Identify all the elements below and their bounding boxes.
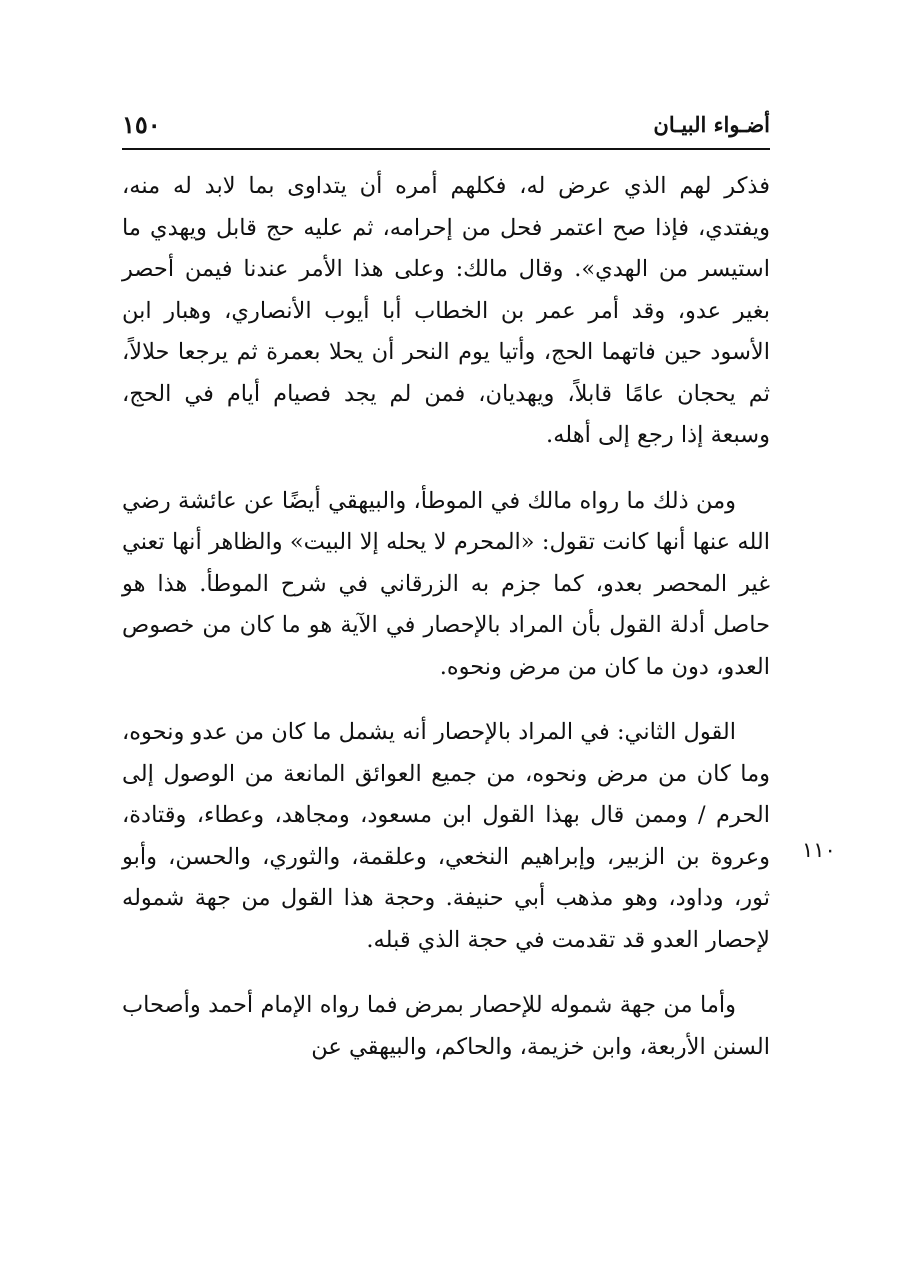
margin-page-number: ١١٠: [802, 838, 836, 862]
paragraph: [122, 481, 770, 689]
running-header-title: أضـواء البيـان: [653, 112, 770, 137]
header-rule: [122, 148, 770, 150]
page-number: ١٥٠: [122, 110, 161, 139]
paragraph-text: فذكر لهم الذي عرض له، فكلهم أمره أن يتداوى بما لابد له منه، ويفتدي، فإذا صح اعتمر فحل من إحرامه، ثم عليه حج قابل ويهدي ما استيسر من الهدي». وقال مالك: وعلى هذا الأمر عندنا فيمن أحصر بغير عدو، وقد أمر عمر بن الخطاب أبا أيوب الأنصاري، وهبار ابن الأسود حين فاتهما الحج، وأتيا يوم النحر أن يحلا بعمرة ثم يرجعا حلالاً، ثم يحجان عامًا قابلاً، ويهديان، فمن لم يجد فصيام أيام في الحج، وسبعة إذا رجع إلى أهله.: [122, 173, 770, 448]
paragraph: [122, 166, 770, 457]
paragraph-text: القول الثاني: في المراد بالإحصار أنه يشمل ما كان من عدو ونحوه، وما كان من مرض ونحوه، من جميع العوائق المانعة من الوصول إلى الحرم / وممن قال بهذا القول ابن مسعود، ومجاهد، وعطاء، وقتادة، وعروة بن الزبير، وإبراهيم النخعي، وعلقمة، والثوري، والحسن، وأبو ثور، وداود، وهو مذهب أبي حنيفة. وحجة هذا القول من جهة شموله لإحصار العدو قد تقدمت في حجة الذي قبله.: [122, 719, 770, 953]
paragraph-text: ومن ذلك ما رواه مالك في الموطأ، والبيهقي أيضًا عن عائشة رضي الله عنها أنها كانت تقول: «المحرم لا يحله إلا البيت» والظاهر أنها تعني غير المحصر بعدو، كما جزم به الزرقاني في شرح الموطأ. هذا هو حاصل أدلة القول بأن المراد بالإحصار في الآية هو ما كان من خصوص العدو، دون ما كان من مرض ونحوه.: [122, 487, 770, 680]
page-header: [122, 108, 770, 144]
paragraph: [122, 712, 770, 961]
paragraph-text: وأما من جهة شموله للإحصار بمرض فما رواه الإمام أحمد وأصحاب السنن الأربعة، وابن خزيمة، والحاكم، والبيهقي عن: [122, 992, 770, 1060]
body-text: [122, 166, 770, 1092]
paragraph: [122, 985, 770, 1068]
